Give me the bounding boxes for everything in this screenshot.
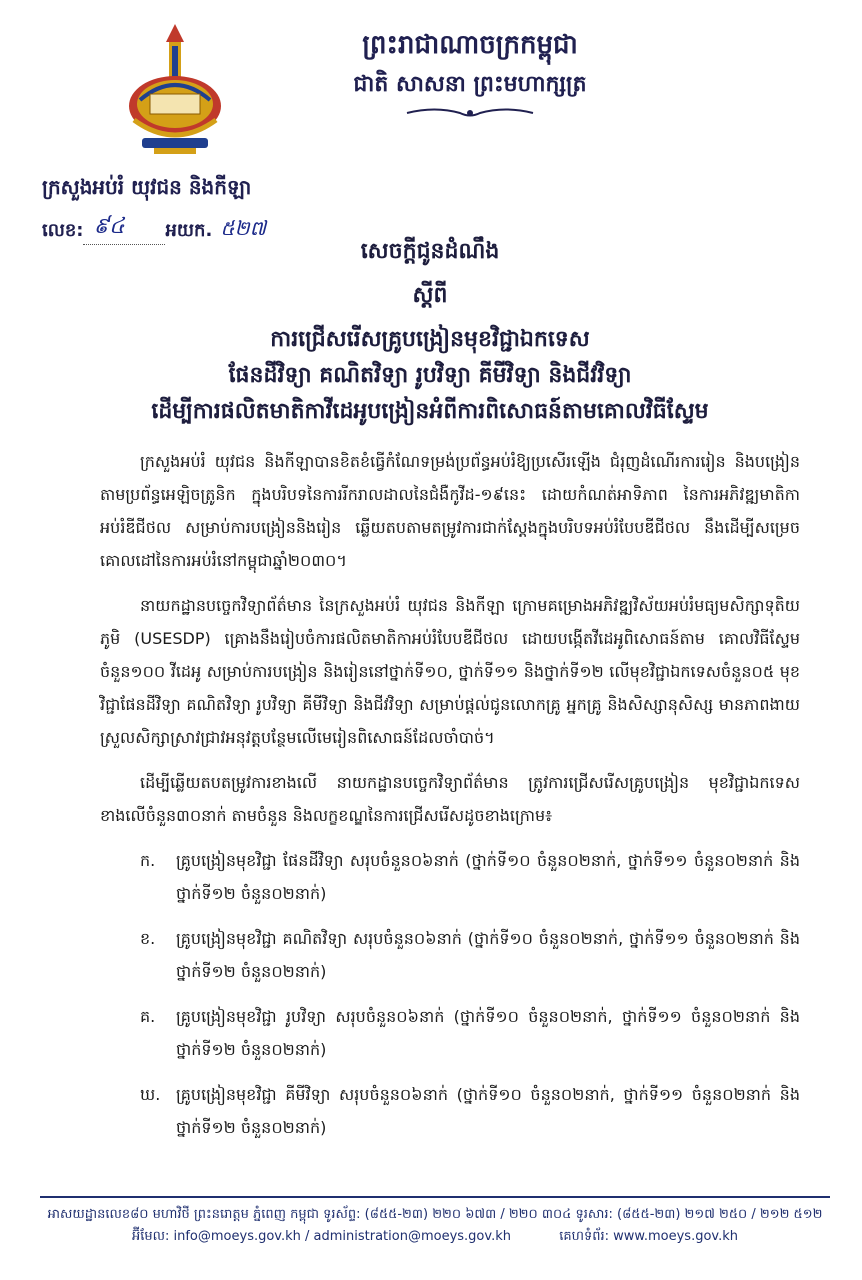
notice-subject-line-3: ដើម្បីការផលិតមាតិកាវីដេអូបង្រៀនអំពីការពិសោធន៍តាមគោលវិធីស្ទែម <box>151 398 709 424</box>
ref-year: ៥២៧ <box>220 216 267 240</box>
notice-title: សេចក្តីជូនដំណឹង <box>360 238 500 264</box>
letterhead <box>300 28 640 102</box>
list-item-text: គ្រូបង្រៀនមុខវិជ្ជា គីមីវិទ្យា សរុបចំនួន០៦នាក់ (ថ្នាក់ទី១០ ចំនួន០២នាក់, ថ្នាក់ទី១១ ចំនួន០២នាក់ និងថ្នាក់ទី១២ ចំនួន០២នាក់) <box>176 1085 800 1137</box>
national-motto: ជាតិ សាសនា ព្រះមហាក្សត្រ <box>353 71 587 97</box>
notice-body <box>100 445 800 1156</box>
recruitment-list <box>100 844 800 1144</box>
paragraph: ដើម្បីឆ្លើយតបតម្រូវការខាងលើ នាយកដ្ឋានបច្ចេកវិទ្យាព័ត៌មាន ត្រូវការជ្រើសរើសគ្រូបង្រៀន មុខវិជ្ជាឯកទេសខាងលើចំនួន៣០នាក់ តាមចំនួន និងលក្ខខណ្ឌនៃការជ្រើសរើសដូចខាងក្រោម៖ <box>100 773 800 825</box>
list-item-text: គ្រូបង្រៀនមុខវិជ្ជា គណិតវិទ្យា សរុបចំនួន០៦នាក់ (ថ្នាក់ទី១០ ចំនួន០២នាក់, ថ្នាក់ទី១១ ចំនួន០២នាក់ និងថ្នាក់ទី១២ ចំនួន០២នាក់) <box>176 929 800 981</box>
paragraph: នាយកដ្ឋានបច្ចេកវិទ្យាព័ត៌មាន នៃក្រសួងអប់រំ យុវជន និងកីឡា ក្រោមគម្រោងអភិវឌ្ឍវិស័យអប់រំមធ្យមសិក្សាទុតិយភូមិ (USESDP) គ្រោងនឹងរៀបចំការផលិតមាតិកាអប់រំបែបឌីជីថល ដោយបង្កើតវីដេអូពិសោធន៍តាម គោលវិធីស្ទែម ចំនួន១០០ វីដេអូ សម្រាប់ការបង្រៀន និងរៀននៅថ្នាក់ទី១០, ថ្នាក់ទី១១ និងថ្នាក់ទី១២ លើមុខវិជ្ជាឯកទេសចំនួន០៥ មុខវិជ្ជាផែនដីវិទ្យា គណិតវិទ្យា រូបវិទ្យា គីមីវិទ្យា និងជីវវិទ្យា សម្រាប់ផ្តល់ជូនលោកគ្រូ អ្នកគ្រូ និងសិស្សានុសិស្ស មានភាពងាយស្រួលសិក្សាស្រាវជ្រាវអនុវត្តបន្ថែមលើមេរៀនពិសោធន៍ដែលចាំបាច់។ <box>100 596 800 747</box>
list-item <box>140 1078 800 1144</box>
footer-website: គេហទំព័រ: www.moeys.gov.kh <box>559 1229 738 1244</box>
ref-label: លេខ: <box>42 220 84 241</box>
list-item-marker: ក. <box>140 851 156 870</box>
notice-subject-label: ស្តីពី <box>412 282 448 308</box>
ministry-emblem-icon <box>120 20 230 160</box>
footer-divider <box>40 1196 830 1198</box>
ref-code: អយក. <box>165 220 213 241</box>
list-item-marker: ខ. <box>140 929 156 948</box>
ref-number: ៩៤ <box>83 212 165 245</box>
list-item-marker: គ. <box>140 1007 156 1026</box>
list-item <box>140 844 800 910</box>
ornament-divider-icon <box>405 104 535 122</box>
notice-titles <box>30 240 830 422</box>
list-item <box>140 922 800 988</box>
list-item-marker: ឃ. <box>140 1085 161 1104</box>
footer-contact <box>40 1226 830 1248</box>
paragraph: ក្រសួងអប់រំ យុវជន និងកីឡាបានខិតខំធ្វើកំណែទម្រង់ប្រព័ន្ធអប់រំឱ្យប្រសើរឡើង ជំរុញដំណើរការរៀន និងបង្រៀនតាមប្រព័ន្ធអេឡិចត្រូនិក ក្នុងបរិបទនៃការរីករាលដាលនៃជំងឺកូវីដ-១៩នេះ ដោយកំណត់អាទិភាព នៃការអភិវឌ្ឍមាតិកាអប់រំឌីជីថល សម្រាប់ការបង្រៀននិងរៀន ឆ្លើយតបតាមតម្រូវការជាក់ស្តែងក្នុងបរិបទអប់រំបែបឌីជីថល នឹងដើម្បីសម្រេចគោលដៅនៃការអប់រំនៅកម្ពុជាឆ្នាំ២០៣០។ <box>100 452 800 570</box>
page-footer <box>40 1196 830 1248</box>
notice-subject-line-1: ការជ្រើសរើសគ្រូបង្រៀនមុខវិជ្ជាឯកទេស <box>270 326 590 352</box>
ministry-name: ក្រសួងអប់រំ យុវជន និងកីឡា <box>42 175 252 199</box>
list-item-text: គ្រូបង្រៀនមុខវិជ្ជា ផែនដីវិទ្យា សរុបចំនួន០៦នាក់ (ថ្នាក់ទី១០ ចំនួន០២នាក់, ថ្នាក់ទី១១ ចំនួន០២នាក់ និងថ្នាក់ទី១២ ចំនួន០២នាក់) <box>176 851 800 903</box>
kingdom-title: ព្រះរាជាណាចក្រកម្ពុជា <box>362 30 578 60</box>
list-item-text: គ្រូបង្រៀនមុខវិជ្ជា រូបវិទ្យា សរុបចំនួន០៦នាក់ (ថ្នាក់ទី១០ ចំនួន០២នាក់, ថ្នាក់ទី១១ ចំនួន០២នាក់ និងថ្នាក់ទី១២ ចំនួន០២នាក់) <box>176 1007 800 1059</box>
notice-subject-line-2: ផែនដីវិទ្យា គណិតវិទ្យា រូបវិទ្យា គីមីវិទ្យា និងជីវវិទ្យា <box>228 362 632 388</box>
list-item <box>140 1000 800 1066</box>
footer-email: អ៊ីមែល: info@moeys.gov.kh / administration@moeys.gov.kh <box>131 1229 511 1244</box>
footer-address: អាសយដ្ឋានលេខ៨០ មហាវិថី ព្រះនរោត្តម ភ្នំពេញ កម្ពុជា ទូរស័ព្ទ: (៨៥៥-២៣) ២២០ ៦៧៣ / ២២០ ៣០៤ ទូរសារ: (៨៥៥-២៣) ២១៧ ២៥០ / ២១២ ៥១២ <box>47 1207 823 1222</box>
